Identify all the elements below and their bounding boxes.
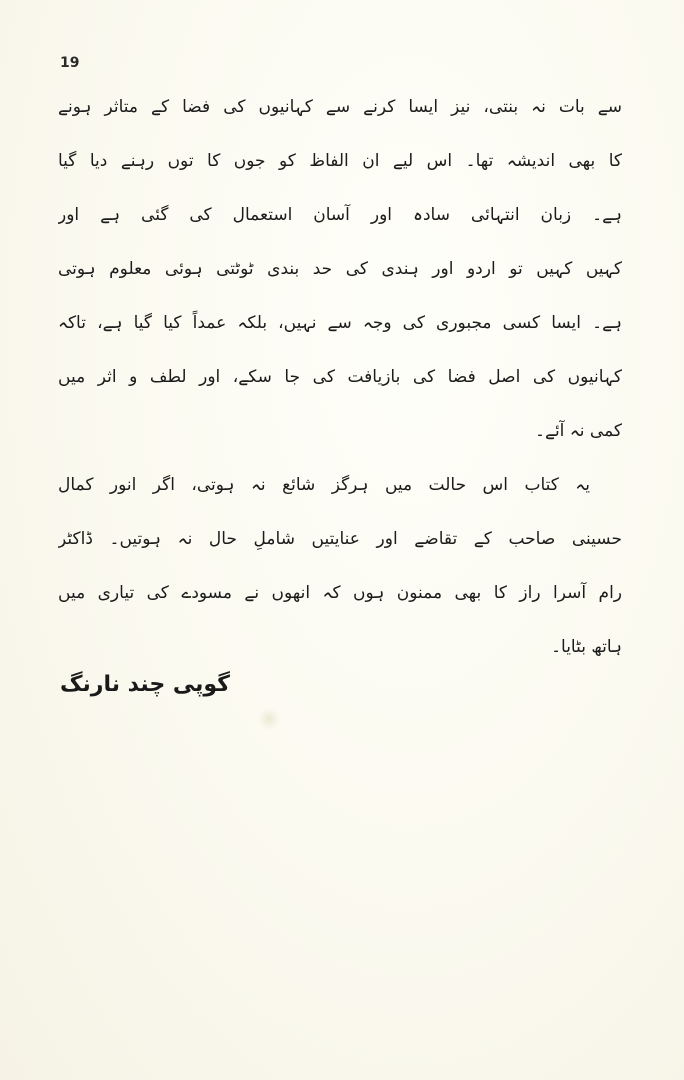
text-line: کمی نہ آئے۔ (535, 421, 622, 441)
text-line: ہے۔ زبان انتہائی سادہ اور آسان استعمال کی گئی ہے اور (58, 205, 622, 225)
text-line: کہانیوں کی اصل فضا کی بازیافت کی جا سکے، اور لطف و اثر میں (58, 367, 622, 387)
paragraph-2 (58, 458, 622, 674)
text-line: کا بھی اندیشہ تھا۔ اس لیے ان الفاظ کو جوں کا توں رہنے دیا گیا (58, 151, 622, 171)
author-signature: گوپی چند نارنگ (60, 672, 230, 697)
text-line: حسینی صاحب کے تقاضے اور عنایتیں شاملِ حال نہ ہوتیں۔ ڈاکٹر (58, 529, 622, 549)
text-line: ہاتھ بٹایا۔ (551, 637, 622, 657)
text-line: ہے۔ ایسا کسی مجبوری کی وجہ سے نہیں، بلکہ عمداً کیا گیا ہے، تاکہ (58, 313, 622, 333)
body-text (58, 80, 622, 674)
text-line: کہیں کہیں تو اردو اور ہندی کی حد بندی ٹوٹتی ہوئی معلوم ہوتی (58, 259, 622, 279)
text-line: سے بات نہ بنتی، نیز ایسا کرنے سے کہانیوں کی فضا کے متاثر ہونے (58, 97, 622, 117)
text-line: یہ کتاب اس حالت میں ہرگز شائع نہ ہوتی، اگر انور کمال (58, 475, 590, 495)
paragraph-1 (58, 80, 622, 458)
paper-smudge (258, 708, 280, 730)
page-number: 19 (60, 55, 80, 71)
text-line: رام آسرا راز کا بھی ممنون ہوں کہ انھوں نے مسودے کی تیاری میں (58, 583, 622, 603)
